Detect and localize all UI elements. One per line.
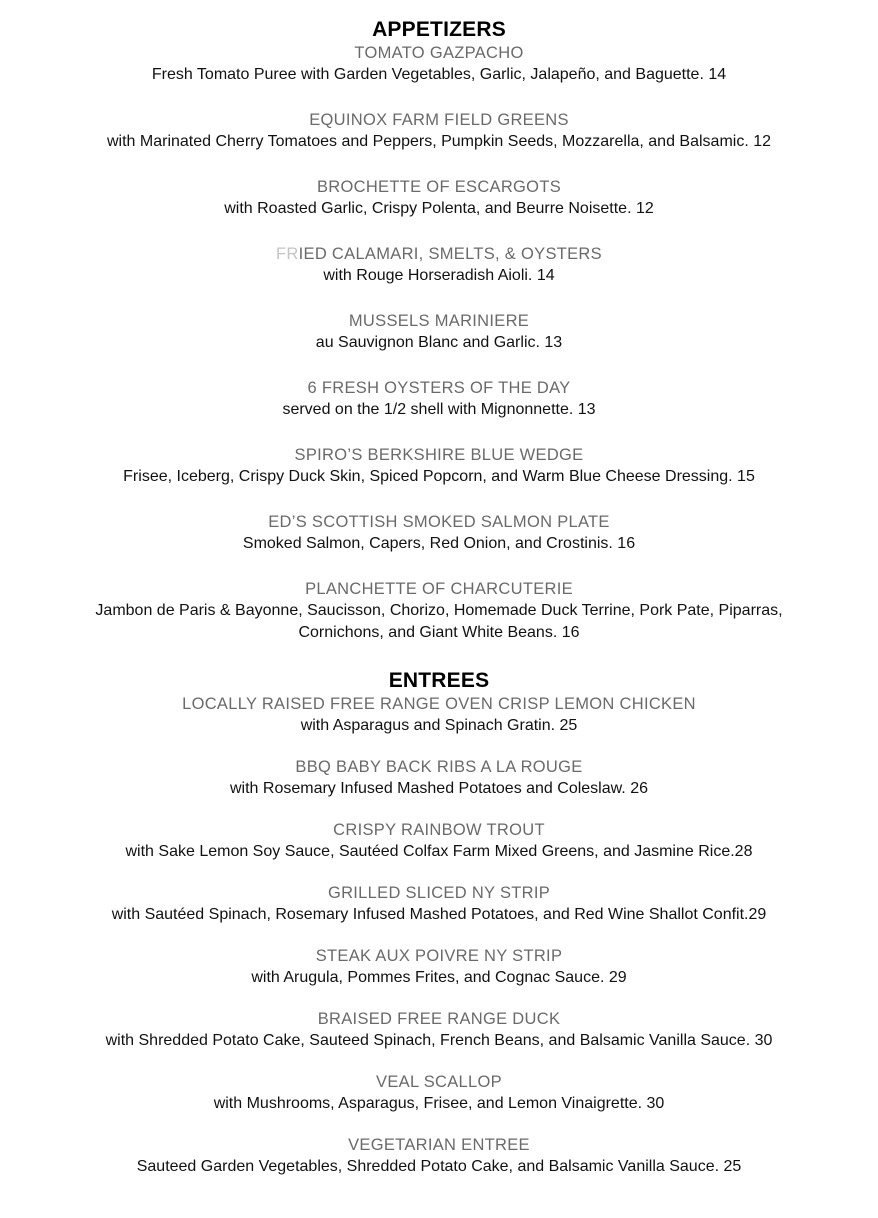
menu-item (0, 176, 878, 220)
menu-item-name: ED’S SCOTTISH SMOKED SALMON PLATE (268, 513, 610, 531)
menu-item-description: Frisee, Iceberg, Crispy Duck Skin, Spiced Popcorn, and Warm Blue Cheese Dressing. 15 (123, 468, 755, 485)
menu-item-description-continued: Cornichons, and Giant White Beans. 16 (298, 624, 580, 641)
menu-item-name-faded-prefix: FR (276, 245, 299, 263)
menu-item-name: BROCHETTE OF ESCARGOTS (316, 178, 562, 196)
menu-item (0, 756, 878, 800)
section-title-entrees: ENTREES (388, 669, 490, 692)
menu-item-name: STEAK AUX POIVRE NY STRIP (315, 947, 563, 965)
menu-item-description: with Shredded Potato Cake, Sauteed Spinach, French Beans, and Balsamic Vanilla Sauce. 30 (105, 1032, 773, 1049)
menu-item-description: with Rosemary Infused Mashed Potatoes and Coleslaw. 26 (229, 780, 648, 797)
menu-item (0, 1071, 878, 1115)
menu-item-description: with Marinated Cherry Tomatoes and Peppers, Pumpkin Seeds, Mozzarella, and Balsamic. 12 (106, 133, 772, 150)
menu-item-description: with Arugula, Pommes Frites, and Cognac Sauce. 29 (251, 969, 627, 986)
menu-item-name: LOCALLY RAISED FREE RANGE OVEN CRISP LEMON CHICKEN (182, 695, 696, 713)
menu-item (0, 310, 878, 354)
menu-item (0, 693, 878, 737)
menu-item-description: Jambon de Paris & Bayonne, Saucisson, Chorizo, Homemade Duck Terrine, Pork Pate, Piparras, (95, 602, 783, 619)
entrees-section (0, 644, 878, 1178)
menu-item-description: with Rouge Horseradish Aioli. 14 (323, 267, 555, 284)
menu-item (0, 243, 878, 287)
menu-item (0, 819, 878, 863)
menu-item-name: BBQ BABY BACK RIBS A LA ROUGE (295, 758, 583, 776)
menu-item-description: with Sautéed Spinach, Rosemary Infused Mashed Potatoes, and Red Wine Shallot Confit.29 (111, 906, 767, 923)
menu-item-description: Sauteed Garden Vegetables, Shredded Potato Cake, and Balsamic Vanilla Sauce. 25 (136, 1158, 742, 1175)
menu-item-name: TOMATO GAZPACHO (354, 44, 524, 62)
menu-item-description: Fresh Tomato Puree with Garden Vegetables, Garlic, Jalapeño, and Baguette. 14 (151, 66, 727, 83)
menu-item-description: with Sake Lemon Soy Sauce, Sautéed Colfax Farm Mixed Greens, and Jasmine Rice.28 (125, 843, 753, 860)
menu-item-name: VEGETARIAN ENTREE (348, 1136, 530, 1154)
menu-item (0, 882, 878, 926)
menu-item-name: SPIRO’S BERKSHIRE BLUE WEDGE (294, 446, 584, 464)
menu-item-name: CRISPY RAINBOW TROUT (333, 821, 545, 839)
menu-item-name: BRAISED FREE RANGE DUCK (317, 1010, 561, 1028)
menu-item (0, 377, 878, 421)
menu-item-description: au Sauvignon Blanc and Garlic. 13 (315, 334, 563, 351)
menu-item-name: MUSSELS MARINIERE (348, 312, 530, 330)
menu-item-name: PLANCHETTE OF CHARCUTERIE (305, 580, 573, 598)
menu-item-name (0, 243, 878, 265)
menu-item-description: served on the 1/2 shell with Mignonnette. 13 (282, 401, 596, 418)
menu-item (0, 511, 878, 555)
menu-item-name: 6 FRESH OYSTERS OF THE DAY (307, 379, 571, 397)
menu-item (0, 109, 878, 153)
menu-item-name: GRILLED SLICED NY STRIP (327, 884, 551, 902)
menu-item-description: with Asparagus and Spinach Gratin. 25 (300, 717, 578, 734)
menu-item-name-text: IED CALAMARI, SMELTS, & OYSTERS (298, 245, 602, 263)
menu-item-description: Smoked Salmon, Capers, Red Onion, and Crostinis. 16 (242, 535, 636, 552)
menu-item-description: with Roasted Garlic, Crispy Polenta, and Beurre Noisette. 12 (224, 200, 654, 217)
menu-item-name: VEAL SCALLOP (376, 1073, 502, 1091)
menu-item (0, 1008, 878, 1052)
menu-item (0, 945, 878, 989)
section-title-appetizers: APPETIZERS (372, 18, 506, 41)
menu-item (0, 1134, 878, 1178)
menu-item-description: with Mushrooms, Asparagus, Frisee, and Lemon Vinaigrette. 30 (213, 1095, 665, 1112)
menu-item-name: EQUINOX FARM FIELD GREENS (309, 111, 569, 129)
menu-item (0, 444, 878, 488)
menu-item (0, 42, 878, 86)
menu-item (0, 578, 878, 644)
